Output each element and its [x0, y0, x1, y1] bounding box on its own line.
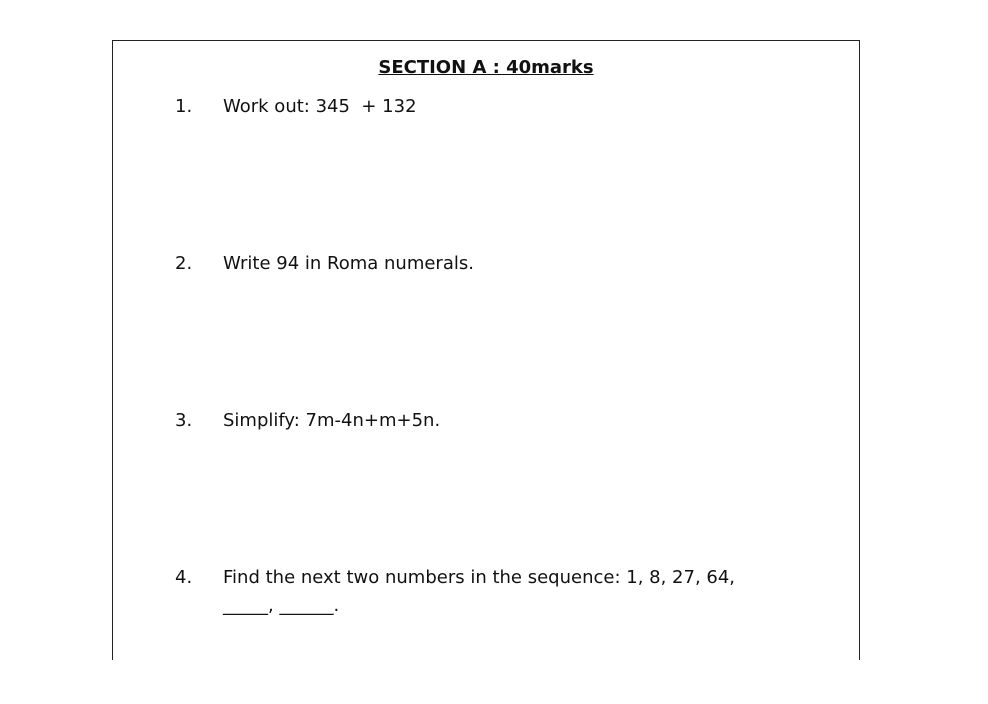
question-text: Find the next two numbers in the sequence: 1, 8, 27, 64, _____, ______. [223, 567, 736, 616]
exam-page [112, 40, 860, 660]
question-number: 4. [175, 567, 193, 588]
section-heading: SECTION A : 40marks [378, 57, 594, 78]
question-text: Work out: 345 + 132 [223, 96, 417, 117]
question-text: Write 94 in Roma numerals. [223, 253, 474, 274]
question-text: Simplify: 7m-4n+m+5n. [223, 410, 441, 431]
question-number: 1. [175, 96, 193, 117]
question-number: 2. [175, 253, 193, 274]
question-number: 3. [175, 410, 193, 431]
